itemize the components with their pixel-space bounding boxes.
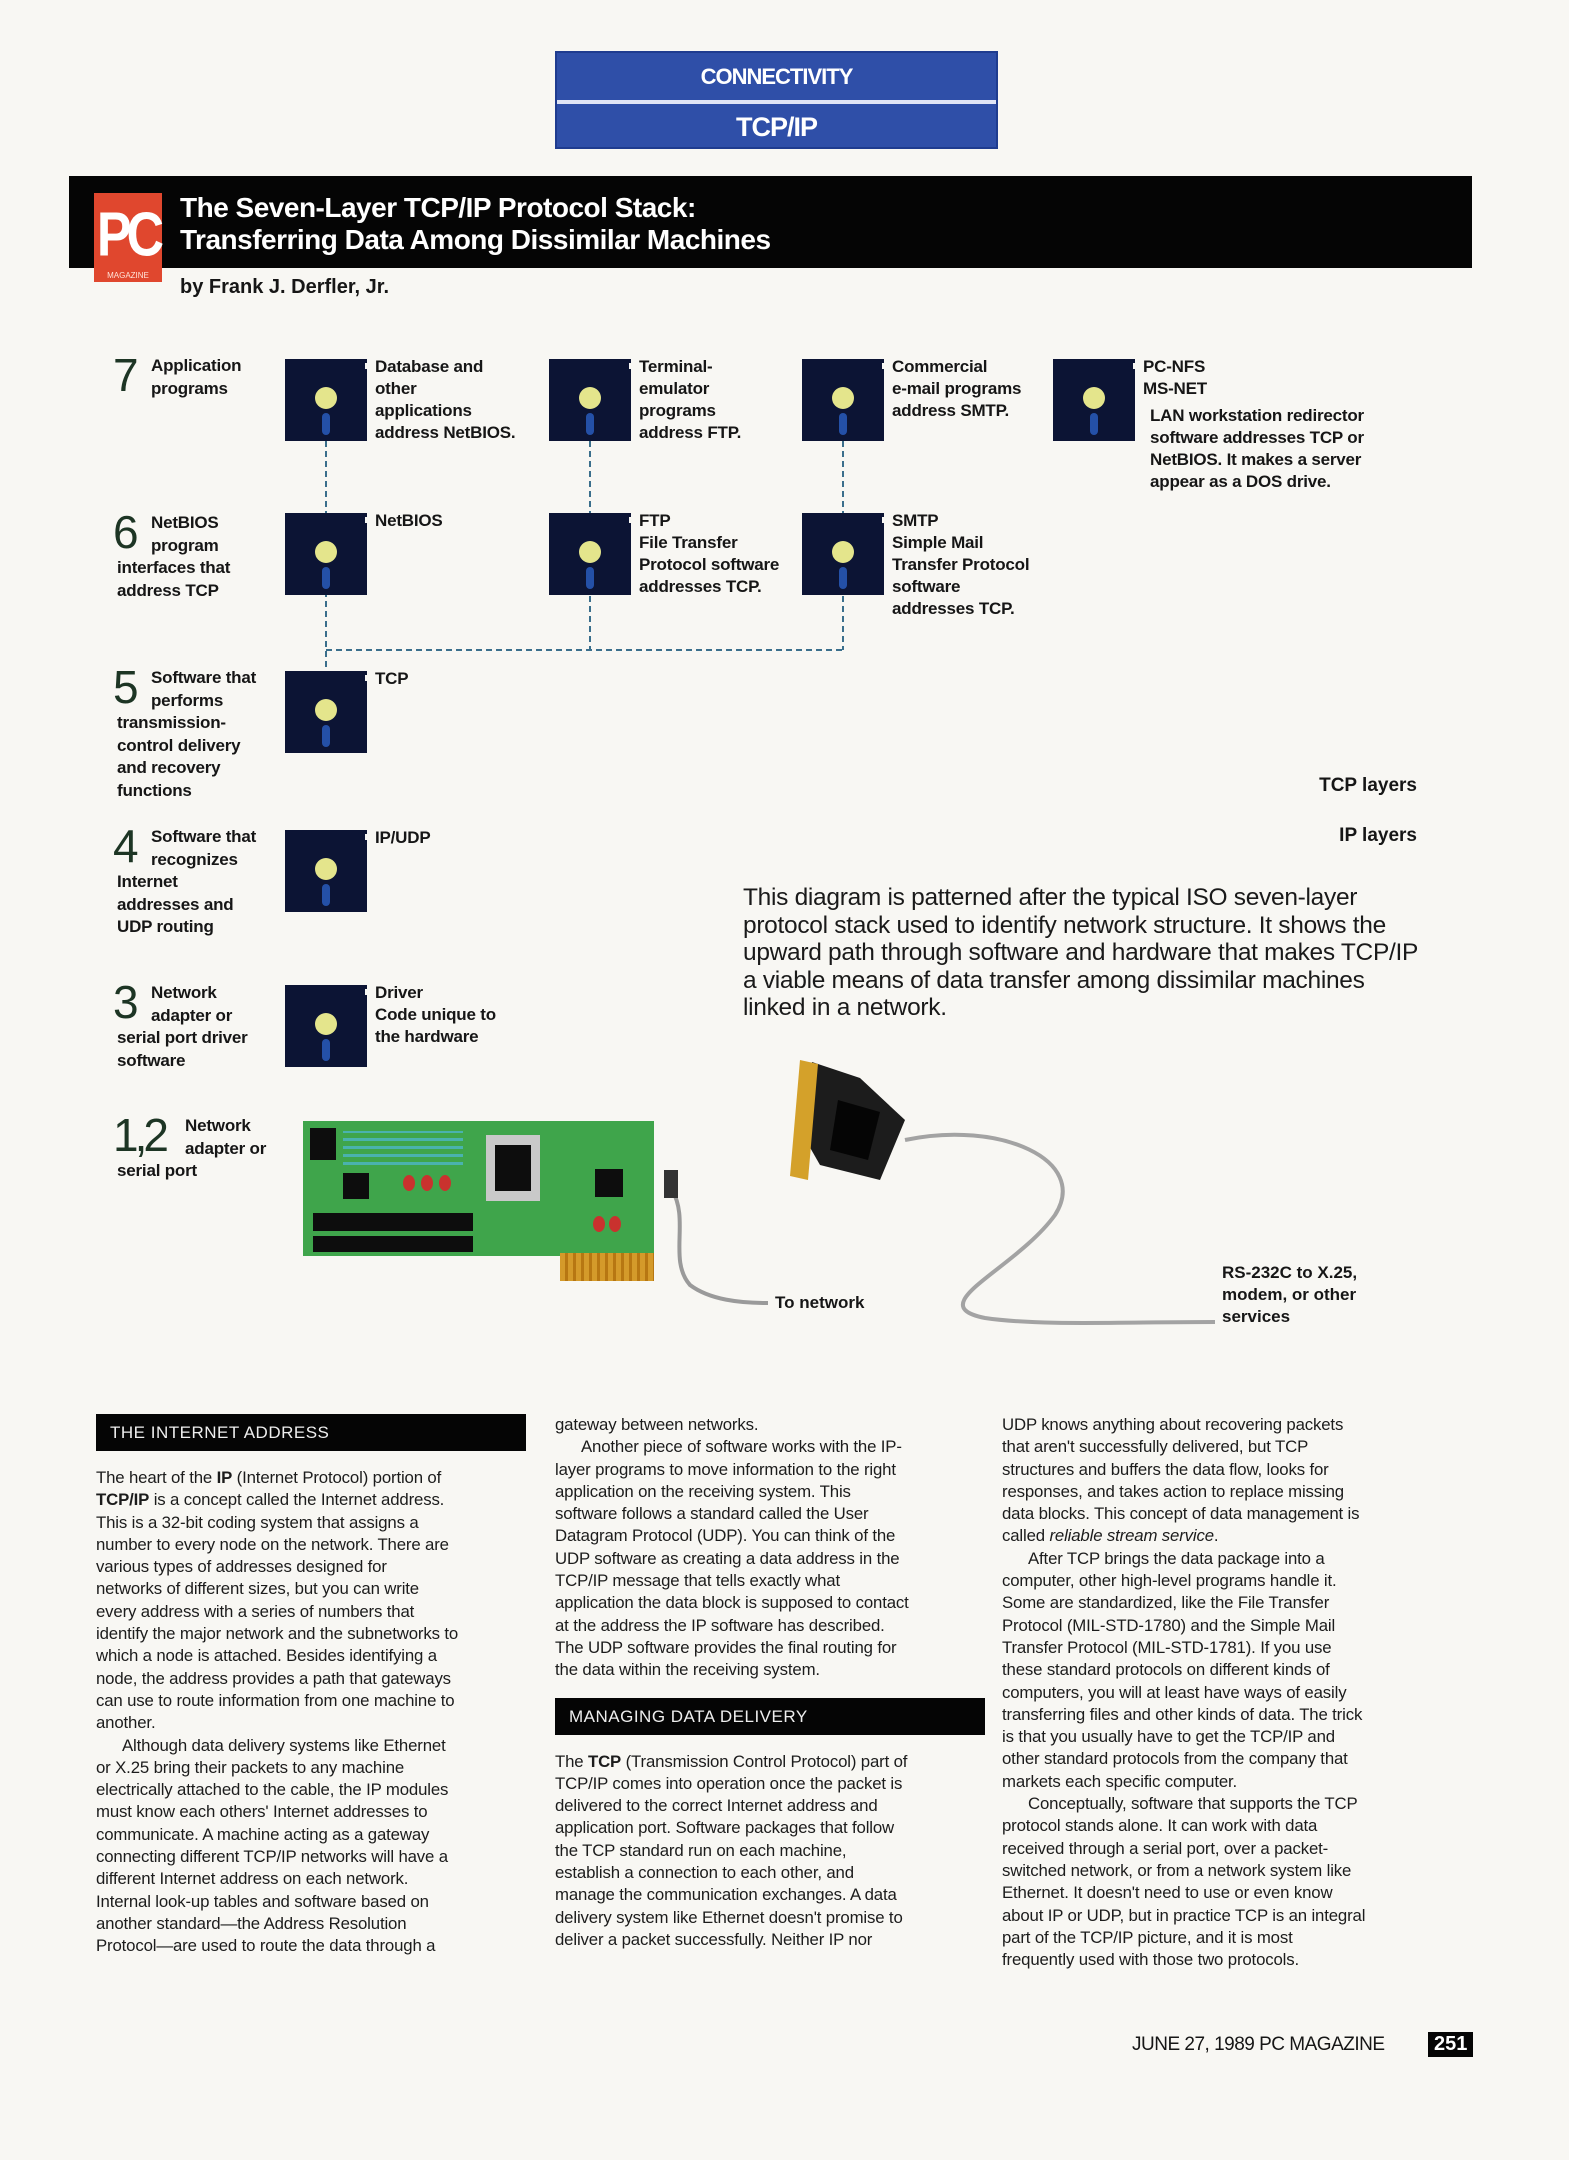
disk-caption: [639, 510, 779, 598]
body-line: Although data delivery systems like Ethernet: [122, 1735, 446, 1755]
layer-label-line: Network: [151, 983, 217, 1002]
body-line: Protocol (MIL-STD-1780) and the Simple Mail: [1002, 1615, 1336, 1635]
disk-caption-line: File Transfer: [639, 533, 738, 552]
body-line: establish a connection to each other, and: [555, 1863, 854, 1883]
disk-caption-line: IP/UDP: [375, 828, 431, 847]
disk-glow: [322, 884, 330, 906]
disk-caption-line: software: [892, 577, 961, 596]
title-line-2: Transferring Data Among Dissimilar Machines: [180, 224, 771, 255]
body-line: Transfer Protocol (MIL-STD-1781). If you use: [1002, 1637, 1332, 1657]
disk-hub: [315, 541, 337, 563]
network-adapter-card: [303, 1121, 654, 1256]
layer-label-line: programs: [151, 378, 228, 398]
body-line: various types of addresses designed for: [96, 1557, 387, 1577]
spacer: [555, 1682, 985, 1698]
body-line: which a node is attached. Besides identifying a: [96, 1646, 437, 1666]
body-line: layer programs to move information to the right: [555, 1459, 896, 1479]
body-line: manage the communication exchanges. A data: [555, 1885, 897, 1905]
section-heading: MANAGING DATA DELIVERY: [555, 1698, 985, 1735]
disk-glow: [322, 567, 330, 589]
spacer: [96, 1451, 526, 1467]
body-line: or X.25 bring their packets to any machine: [96, 1757, 405, 1777]
text-run: is a concept called the Internet address.: [149, 1490, 445, 1510]
body-line: Ethernet. It doesn't need to use or even know: [1002, 1883, 1333, 1903]
disk-hub: [315, 387, 337, 409]
kicker-section: CONNECTIVITY: [557, 53, 996, 103]
body-line: about IP or UDP, but in practice TCP is an integral: [1002, 1905, 1366, 1925]
disk-hub: [315, 1013, 337, 1035]
body-line: responses, and takes action to replace missing: [1002, 1481, 1344, 1501]
body-line: application the data block is supposed to contact: [555, 1593, 909, 1613]
body-line: electrically attached to the cable, the IP modules: [96, 1780, 449, 1800]
body-line: structures and buffers the data flow, looks for: [1002, 1459, 1329, 1479]
disk-caption-line: programs: [639, 401, 716, 420]
issue-footer: JUNE 27, 1989 PC MAGAZINE: [1132, 2034, 1385, 2055]
serial-caption: [1222, 1262, 1357, 1328]
page-number: 251: [1428, 2032, 1473, 2057]
body-line: different Internet address on each network.: [96, 1869, 409, 1889]
disk-caption-line: Commercial: [892, 357, 988, 376]
body-line: other standard protocols from the company that: [1002, 1749, 1348, 1769]
disk-glow: [322, 413, 330, 435]
text-run: The heart of the: [96, 1468, 217, 1487]
layer-label-line: interfaces that: [117, 558, 231, 577]
layer-label-line: transmission-: [117, 713, 226, 732]
disk-hub: [579, 387, 601, 409]
layer-label-line: adapter or: [151, 1005, 233, 1025]
layer-number: 5: [113, 661, 139, 713]
body-line: switched network, or from a network system like: [1002, 1860, 1352, 1880]
disk-notch: [365, 363, 370, 369]
disk-notch: [365, 675, 370, 681]
body-line: that aren't successfully delivered, but TCP: [1002, 1437, 1309, 1457]
body-line: frequently used with those two protocols.: [1002, 1950, 1300, 1970]
disk-caption-line: LAN workstation redirector: [1150, 406, 1364, 425]
disk-caption-line: Database and: [375, 357, 484, 376]
body-column-1: [96, 1414, 526, 1958]
layer-label-line: adapter or: [185, 1138, 267, 1158]
floppy-disk-icon: [1053, 359, 1135, 441]
section-heading: THE INTERNET ADDRESS: [96, 1414, 526, 1451]
disk-caption: [892, 356, 1021, 422]
disk-caption-line: emulator: [639, 379, 710, 398]
disk-hub: [315, 699, 337, 721]
layer-number: 6: [113, 506, 139, 558]
emphasis: TCP: [587, 1751, 622, 1771]
body-line: computer, other high-level programs handle it.: [1002, 1571, 1337, 1591]
disk-caption-line: Driver: [375, 983, 423, 1002]
layer-label-line: address TCP: [117, 580, 219, 600]
disk-notch: [365, 517, 370, 523]
emphasis: TCP/IP: [96, 1490, 150, 1510]
disk-caption: [375, 668, 408, 690]
serial-caption-line: services: [1222, 1307, 1291, 1326]
network-cable: [672, 1190, 768, 1303]
body-line: UDP knows anything about recovering packets: [1002, 1415, 1344, 1434]
body-line: TCP/IP comes into operation once the packet is: [555, 1773, 903, 1793]
body-line: can use to route information from one machine to: [96, 1690, 455, 1710]
disk-caption: [375, 827, 430, 849]
floppy-disk-icon: [285, 830, 367, 912]
body-line: protocol stands alone. It can work with data: [1002, 1816, 1318, 1836]
floppy-disk-icon: [549, 513, 631, 595]
disk-caption-line: applications: [375, 401, 472, 420]
diagram-description: This diagram is patterned after the typical ISO seven-layer protocol stack used to identify network structure. It shows the upward path through software and hardware that makes TCP/IP a viable means of data transfer among dissimilar machines linked in a network.: [743, 884, 1418, 1021]
disk-glow: [839, 567, 847, 589]
layer-label-line: control delivery: [117, 735, 241, 755]
layer-number: 7: [113, 349, 139, 401]
layer-label-line: serial port driver: [117, 1028, 248, 1047]
card-edge-connector: [560, 1253, 654, 1281]
text-run: The: [555, 1751, 588, 1771]
body-line: the data within the receiving system.: [555, 1660, 820, 1680]
layer-label-line: NetBIOS: [151, 513, 219, 532]
disk-notch: [1133, 363, 1138, 369]
disk-hub: [1083, 387, 1105, 409]
disk-notch: [629, 363, 634, 369]
body-line: part of the TCP/IP picture, and it is most: [1002, 1927, 1293, 1947]
tcp-layers-label: TCP layers: [1319, 775, 1417, 796]
disk-caption-line: Simple Mail: [892, 533, 984, 552]
disk-caption-line: addresses TCP.: [639, 577, 762, 596]
layer-number: 3: [113, 976, 139, 1028]
serial-caption-line: RS-232C to X.25,: [1222, 1263, 1358, 1282]
body-line: must know each others' Internet addresses to: [96, 1802, 428, 1822]
layer-label-line: Software that: [151, 827, 257, 846]
logo-subtext: MAGAZINE: [107, 271, 149, 280]
body-line: computers, you will at least have ways of easily: [1002, 1682, 1347, 1702]
disk-caption-line: other: [375, 379, 417, 398]
serial-cable: [905, 1135, 1215, 1323]
disk-notch: [629, 517, 634, 523]
text-run: called: [1002, 1526, 1050, 1546]
text-run: (Internet Protocol) portion of: [232, 1468, 442, 1487]
body-line: Datagram Protocol (UDP). You can think of the: [555, 1526, 896, 1546]
disk-caption-line: NetBIOS: [375, 511, 443, 530]
disk-caption: [892, 510, 1029, 620]
title-line-1: The Seven-Layer TCP/IP Protocol Stack:: [180, 192, 696, 223]
body-line: deliver a packet successfully. Neither IP nor: [555, 1929, 873, 1949]
floppy-disk-icon: [285, 359, 367, 441]
body-line: is that you usually have to get the TCP/IP and: [1002, 1727, 1335, 1747]
disk-caption: [639, 356, 741, 444]
floppy-disk-icon: [802, 513, 884, 595]
disk-caption-line: NetBIOS. It makes a server: [1150, 450, 1362, 469]
body-line: Internal look-up tables and software based on: [96, 1891, 429, 1911]
body-line: [96, 1489, 526, 1511]
layer-number: 1,2: [113, 1109, 165, 1161]
body-line: every address with a series of numbers that: [96, 1601, 415, 1621]
layer-label-line: serial port: [117, 1161, 197, 1180]
body-line: communicate. A machine acting as a gateway: [96, 1824, 430, 1844]
body-line: Protocol—are used to route the data through a: [96, 1936, 436, 1956]
body-line: TCP/IP message that tells exactly what: [555, 1571, 840, 1591]
body-line: The UDP software provides the final routing for: [555, 1637, 897, 1657]
disk-caption-line: FTP: [639, 511, 671, 530]
disk-notch: [365, 989, 370, 995]
body-line: delivered to the correct Internet address and: [555, 1796, 878, 1816]
floppy-disk-icon: [802, 359, 884, 441]
ip-layers-label: IP layers: [1339, 825, 1417, 846]
disk-caption-line: the hardware: [375, 1027, 479, 1046]
disk-caption: [375, 982, 496, 1048]
body-line: these standard protocols on different kinds of: [1002, 1660, 1330, 1680]
disk-glow: [839, 413, 847, 435]
serial-connector: [790, 1060, 905, 1180]
disk-caption-line: software addresses TCP or: [1150, 428, 1364, 447]
body-line: data blocks. This concept of data management is: [1002, 1504, 1360, 1524]
disk-hub: [832, 541, 854, 563]
logo-text: PC: [96, 200, 160, 270]
body-column-3: [1002, 1414, 1432, 1971]
floppy-disk-icon: [285, 513, 367, 595]
body-line: identify the major network and the subnetworks to: [96, 1624, 459, 1644]
disk-caption-line: Transfer Protocol: [892, 555, 1030, 574]
disk-hub: [832, 387, 854, 409]
disk-caption-line: e-mail programs: [892, 379, 1022, 398]
body-line: connecting different TCP/IP networks will have a: [96, 1847, 448, 1867]
disk-glow: [586, 413, 594, 435]
layer-label-line: functions: [117, 780, 192, 800]
disk-glow: [322, 1039, 330, 1061]
body-line: gateway between networks.: [555, 1415, 759, 1434]
body-line: Another piece of software works with the IP-: [581, 1437, 902, 1457]
body-line: received through a serial port, over a packet-: [1002, 1838, 1329, 1858]
disk-notch: [882, 363, 887, 369]
body-line: another.: [96, 1713, 156, 1733]
body-line: UDP software as creating a data address in the: [555, 1548, 900, 1568]
kicker-topic: TCP/IP: [557, 102, 996, 151]
body-line: application on the receiving system. This: [555, 1481, 851, 1501]
body-line: markets each specific computer.: [1002, 1771, 1238, 1791]
disk-caption-line: PC-NFS: [1143, 357, 1206, 376]
disk-caption-line: Code unique to: [375, 1005, 496, 1024]
disk-caption-line: appear as a DOS drive.: [1150, 472, 1331, 491]
body-line: node, the address provides a path that gateways: [96, 1668, 451, 1688]
disk-glow: [1090, 413, 1098, 435]
text-run: .: [1213, 1526, 1219, 1546]
floppy-disk-icon: [285, 985, 367, 1067]
layer-label-line: Software that: [151, 668, 257, 687]
serial-caption-line: modem, or other: [1222, 1285, 1357, 1304]
disk-caption: [375, 510, 443, 532]
disk-caption-line: SMTP: [892, 511, 939, 530]
to-network-caption: To network: [775, 1293, 865, 1312]
disk-caption-line: address NetBIOS.: [375, 423, 516, 442]
disk-caption-detail: [1150, 405, 1364, 493]
layer-label-line: software: [117, 1050, 186, 1070]
body-line: networks of different sizes, but you can write: [96, 1579, 419, 1599]
layer-label-line: performs: [151, 690, 224, 710]
body-line: delivery system like Ethernet doesn't promise to: [555, 1907, 903, 1927]
body-column-2: [555, 1414, 985, 1951]
layer-label-line: program: [151, 535, 219, 555]
body-line: software follows a standard called the User: [555, 1504, 869, 1524]
disk-glow: [322, 725, 330, 747]
layer-label-line: UDP routing: [117, 917, 214, 936]
body-line: Conceptually, software that supports the TCP: [1028, 1794, 1358, 1814]
disk-caption-line: Protocol software: [639, 555, 780, 574]
disk-caption-line: address FTP.: [639, 423, 742, 442]
disk-caption-line: MS-NET: [1143, 379, 1207, 398]
body-line: After TCP brings the data package into a: [1028, 1548, 1325, 1568]
body-line: number to every node on the network. There are: [96, 1534, 449, 1554]
text-run: (Transmission Control Protocol) part of: [621, 1751, 908, 1771]
floppy-disk-icon: [285, 671, 367, 753]
disk-notch: [882, 517, 887, 523]
body-line: [96, 1467, 526, 1489]
layer-number: 4: [113, 820, 139, 872]
layer-label-line: Application: [151, 356, 242, 375]
body-line: Some are standardized, like the File Transfer: [1002, 1593, 1330, 1613]
body-line: the TCP standard run on each machine,: [555, 1840, 847, 1860]
floppy-disk-icon: [549, 359, 631, 441]
emphasis: IP: [216, 1468, 233, 1487]
disk-glow: [586, 567, 594, 589]
body-line: This is a 32-bit coding system that assigns a: [96, 1512, 419, 1532]
network-plug: [664, 1170, 678, 1198]
disk-caption-line: address SMTP.: [892, 401, 1010, 420]
layer-label-line: addresses and: [117, 894, 234, 914]
layer-label-line: recognizes: [151, 849, 238, 869]
byline: by Frank J. Derfler, Jr.: [180, 276, 389, 298]
layer-label-line: and recovery: [117, 758, 221, 777]
emphasis: reliable stream service: [1049, 1526, 1214, 1546]
spacer: [555, 1735, 985, 1751]
layer-label-line: Network: [185, 1116, 251, 1135]
disk-caption-line: Terminal-: [639, 357, 713, 376]
disk-notch: [365, 834, 370, 840]
body-line: [1002, 1525, 1432, 1547]
disk-caption: [375, 356, 515, 444]
disk-caption: [1143, 356, 1207, 400]
body-line: another standard—the Address Resolution: [96, 1913, 407, 1933]
body-line: application port. Software packages that follow: [555, 1818, 895, 1838]
body-line: at the address the IP software has described.: [555, 1615, 885, 1635]
disk-hub: [315, 858, 337, 880]
layer-label-line: Internet: [117, 872, 178, 891]
body-line: [555, 1751, 985, 1773]
disk-caption-line: addresses TCP.: [892, 599, 1015, 618]
disk-caption-line: TCP: [375, 669, 409, 688]
disk-hub: [579, 541, 601, 563]
body-line: transferring files and other kinds of data. The trick: [1002, 1704, 1363, 1724]
